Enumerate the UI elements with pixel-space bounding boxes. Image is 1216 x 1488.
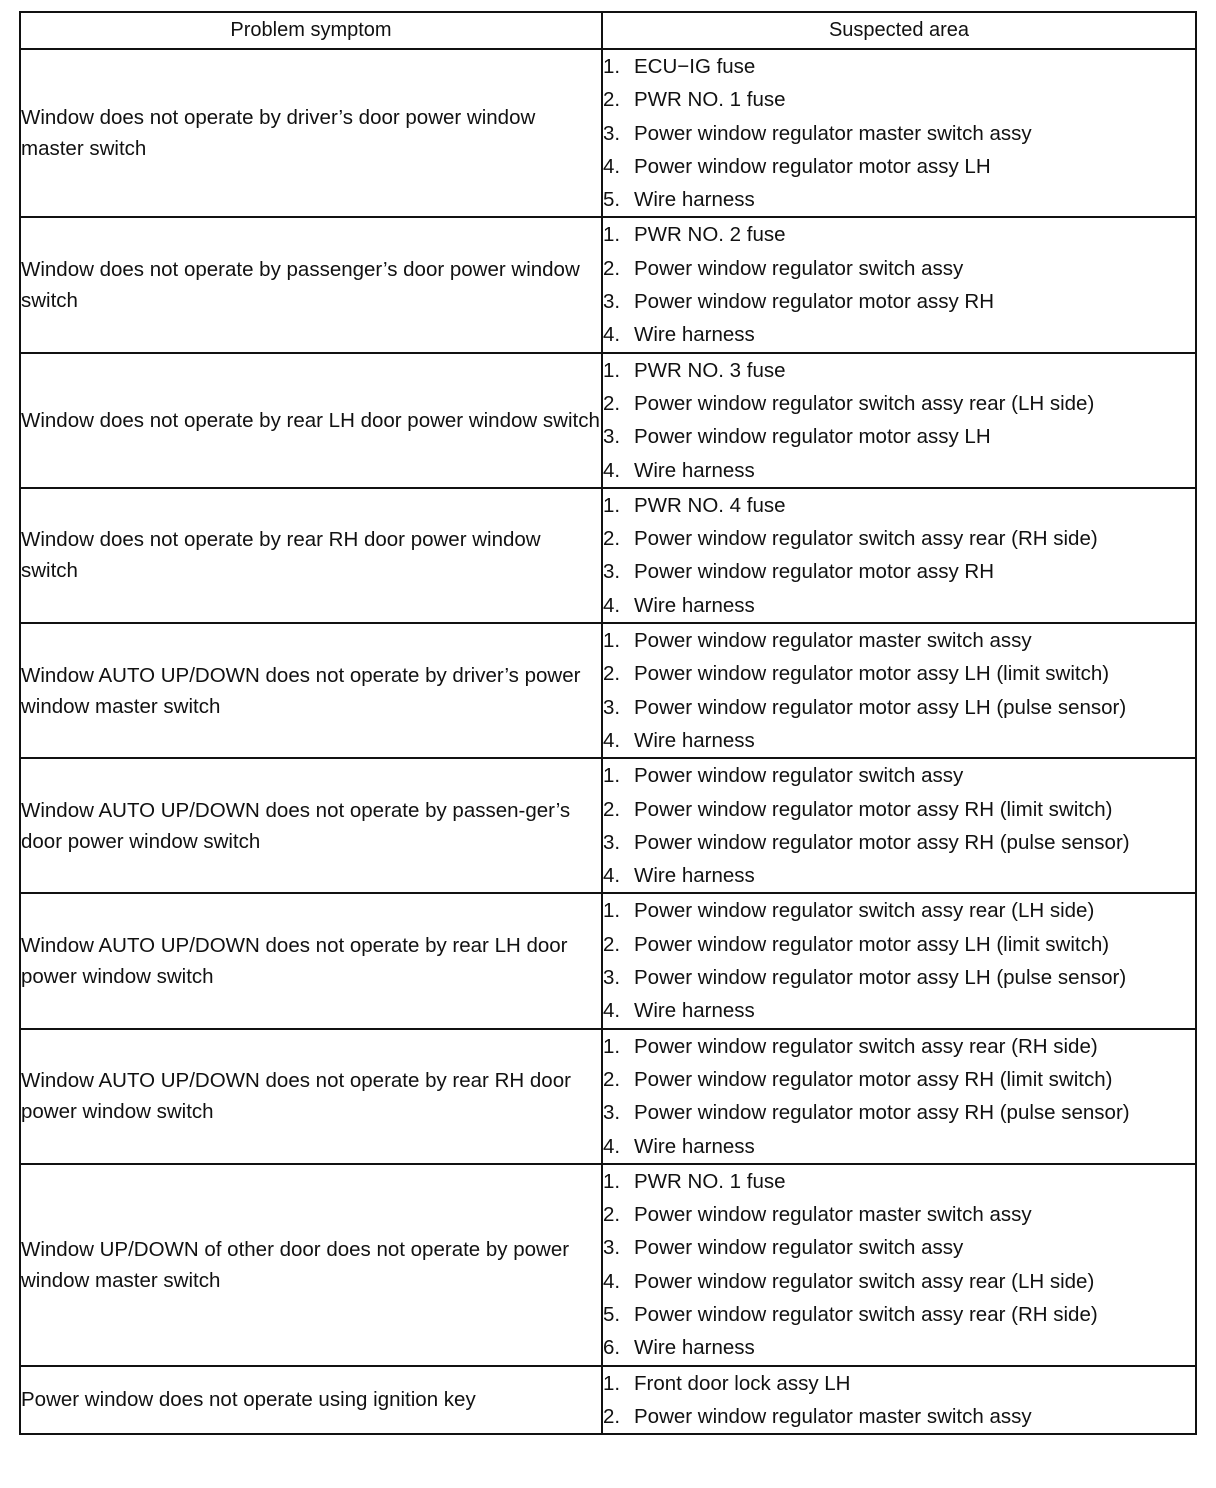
problem-symptom-cell: Window AUTO UP/DOWN does not operate by rear RH door power window switch xyxy=(20,1029,602,1164)
suspected-area-item xyxy=(603,1400,1195,1433)
item-text: Power window regulator motor assy RH xyxy=(634,560,995,584)
item-text: Power window regulator motor assy RH (pulse sensor) xyxy=(634,830,1130,854)
suspected-area-item xyxy=(603,489,1195,522)
item-number: 4. xyxy=(603,458,621,482)
suspected-area-item xyxy=(603,624,1195,657)
item-number: 4. xyxy=(603,864,621,888)
suspected-area-item xyxy=(603,285,1195,318)
item-number: 1. xyxy=(603,629,621,653)
problem-symptom-cell: Window AUTO UP/DOWN does not operate by passen-ger’s door power window switch xyxy=(20,758,602,893)
item-number: 2. xyxy=(603,662,621,686)
suspected-area-item xyxy=(603,1298,1195,1331)
suspected-area-list xyxy=(603,624,1195,757)
table-row xyxy=(20,1366,1196,1435)
suspected-area-item xyxy=(603,1231,1195,1264)
item-text: Power window regulator motor assy LH (pulse sensor) xyxy=(634,695,1127,719)
suspected-area-item xyxy=(603,252,1195,285)
item-text: Wire harness xyxy=(634,864,755,888)
item-number: 2. xyxy=(603,88,621,112)
suspected-area-item xyxy=(603,1367,1195,1400)
suspected-area-cell xyxy=(602,623,1196,758)
table-row xyxy=(20,1029,1196,1164)
suspected-area-item xyxy=(603,50,1195,83)
item-text: Power window regulator motor assy LH xyxy=(634,425,991,449)
item-text: PWR NO. 1 fuse xyxy=(634,1169,786,1193)
problem-symptom-cell: Window AUTO UP/DOWN does not operate by rear LH door power window switch xyxy=(20,893,602,1028)
item-text: Power window regulator motor assy RH (pulse sensor) xyxy=(634,1101,1130,1125)
table-header-row xyxy=(20,12,1196,49)
table-row xyxy=(20,217,1196,352)
item-text: Power window regulator motor assy LH xyxy=(634,154,991,178)
suspected-area-item xyxy=(603,1030,1195,1063)
suspected-area-item xyxy=(603,793,1195,826)
item-number: 3. xyxy=(603,966,621,990)
item-number: 1. xyxy=(603,358,621,382)
item-text: Wire harness xyxy=(634,728,755,752)
suspected-area-cell xyxy=(602,1366,1196,1435)
item-number: 4. xyxy=(603,999,621,1023)
item-number: 1. xyxy=(603,899,621,923)
item-number: 3. xyxy=(603,290,621,314)
item-text: Power window regulator master switch assy xyxy=(634,629,1032,653)
item-text: Wire harness xyxy=(634,593,755,617)
item-text: Wire harness xyxy=(634,188,755,212)
item-number: 3. xyxy=(603,830,621,854)
suspected-area-item xyxy=(603,183,1195,216)
item-text: Power window regulator motor assy LH (pulse sensor) xyxy=(634,966,1127,990)
suspected-area-item xyxy=(603,354,1195,387)
suspected-area-item xyxy=(603,859,1195,892)
item-number: 3. xyxy=(603,425,621,449)
item-number: 1. xyxy=(603,493,621,517)
item-number: 4. xyxy=(603,1269,621,1293)
item-number: 5. xyxy=(603,188,621,212)
item-text: Wire harness xyxy=(634,1134,755,1158)
item-number: 2. xyxy=(603,256,621,280)
suspected-area-cell xyxy=(602,758,1196,893)
item-number: 5. xyxy=(603,1302,621,1326)
item-text: Front door lock assy LH xyxy=(634,1371,851,1395)
suspected-area-item xyxy=(603,589,1195,622)
suspected-area-item xyxy=(603,1165,1195,1198)
suspected-area-item xyxy=(603,555,1195,588)
item-number: 1. xyxy=(603,1169,621,1193)
item-number: 6. xyxy=(603,1336,621,1360)
suspected-area-list xyxy=(603,218,1195,351)
suspected-area-item xyxy=(603,83,1195,116)
suspected-area-cell xyxy=(602,893,1196,1028)
suspected-area-cell xyxy=(602,217,1196,352)
suspected-area-item xyxy=(603,1331,1195,1364)
suspected-area-item xyxy=(603,894,1195,927)
table-row xyxy=(20,353,1196,488)
problem-symptom-cell: Power window does not operate using ignition key xyxy=(20,1366,602,1435)
item-text: Power window regulator master switch assy xyxy=(634,1404,1032,1428)
suspected-area-list xyxy=(603,759,1195,892)
suspected-area-item xyxy=(603,657,1195,690)
suspected-area-item xyxy=(603,724,1195,757)
table-row xyxy=(20,758,1196,893)
problem-symptom-cell: Window AUTO UP/DOWN does not operate by driver’s power window master switch xyxy=(20,623,602,758)
item-text: Power window regulator motor assy LH (limit switch) xyxy=(634,662,1110,686)
item-number: 2. xyxy=(603,1404,621,1428)
suspected-area-list xyxy=(603,1367,1195,1434)
table-body xyxy=(20,49,1196,1434)
suspected-area-item xyxy=(603,218,1195,251)
item-text: Power window regulator switch assy rear (LH side) xyxy=(634,899,1095,923)
item-number: 1. xyxy=(603,223,621,247)
item-number: 3. xyxy=(603,1236,621,1260)
item-text: Power window regulator switch assy xyxy=(634,764,964,788)
suspected-area-cell xyxy=(602,1029,1196,1164)
item-text: PWR NO. 2 fuse xyxy=(634,223,786,247)
table-row xyxy=(20,49,1196,217)
suspected-area-item xyxy=(603,826,1195,859)
suspected-area-list xyxy=(603,1165,1195,1365)
problem-symptom-cell: Window does not operate by driver’s door power window master switch xyxy=(20,49,602,217)
suspected-area-item xyxy=(603,117,1195,150)
suspected-area-item xyxy=(603,759,1195,792)
item-text: Power window regulator switch assy xyxy=(634,256,964,280)
item-number: 1. xyxy=(603,55,621,78)
problem-symptom-cell: Window does not operate by rear LH door power window switch xyxy=(20,353,602,488)
suspected-area-item xyxy=(603,387,1195,420)
item-number: 2. xyxy=(603,391,621,415)
item-text: PWR NO. 3 fuse xyxy=(634,358,786,382)
suspected-area-item xyxy=(603,1063,1195,1096)
item-text: Power window regulator switch assy rear (RH side) xyxy=(634,1302,1098,1326)
item-text: Wire harness xyxy=(634,458,755,482)
item-text: Power window regulator motor assy RH xyxy=(634,290,995,314)
suspected-area-cell xyxy=(602,353,1196,488)
item-text: Power window regulator master switch assy xyxy=(634,121,1032,145)
item-text: Power window regulator switch assy rear (RH side) xyxy=(634,527,1098,551)
item-text: ECU−IG fuse xyxy=(634,55,756,78)
header-suspected-area: Suspected area xyxy=(602,12,1196,49)
problem-symptom-cell: Window does not operate by passenger’s door power window switch xyxy=(20,217,602,352)
suspected-area-item xyxy=(603,1130,1195,1163)
suspected-area-item xyxy=(603,522,1195,555)
suspected-area-item xyxy=(603,1096,1195,1129)
table-row xyxy=(20,893,1196,1028)
item-number: 1. xyxy=(603,1371,621,1395)
table-row xyxy=(20,623,1196,758)
item-number: 4. xyxy=(603,154,621,178)
item-number: 2. xyxy=(603,797,621,821)
suspected-area-item xyxy=(603,454,1195,487)
item-number: 4. xyxy=(603,1134,621,1158)
suspected-area-cell xyxy=(602,1164,1196,1366)
item-number: 2. xyxy=(603,1203,621,1227)
suspected-area-list xyxy=(603,894,1195,1027)
suspected-area-item xyxy=(603,420,1195,453)
suspected-area-cell xyxy=(602,488,1196,623)
item-number: 1. xyxy=(603,764,621,788)
item-number: 4. xyxy=(603,323,621,347)
item-number: 2. xyxy=(603,932,621,956)
item-text: Power window regulator motor assy RH (limit switch) xyxy=(634,1067,1113,1091)
item-text: Wire harness xyxy=(634,1336,755,1360)
item-text: Power window regulator switch assy rear (LH side) xyxy=(634,391,1095,415)
item-number: 4. xyxy=(603,593,621,617)
item-text: Wire harness xyxy=(634,999,755,1023)
item-number: 4. xyxy=(603,728,621,752)
table-row xyxy=(20,488,1196,623)
suspected-area-list xyxy=(603,489,1195,622)
problem-symptom-cell: Window UP/DOWN of other door does not operate by power window master switch xyxy=(20,1164,602,1366)
suspected-area-item xyxy=(603,928,1195,961)
suspected-area-list xyxy=(603,50,1195,216)
item-number: 3. xyxy=(603,121,621,145)
item-text: Power window regulator switch assy rear (RH side) xyxy=(634,1034,1098,1058)
item-text: Power window regulator motor assy RH (limit switch) xyxy=(634,797,1113,821)
item-number: 2. xyxy=(603,1067,621,1091)
item-number: 3. xyxy=(603,560,621,584)
item-text: Power window regulator switch assy rear (LH side) xyxy=(634,1269,1095,1293)
suspected-area-item xyxy=(603,691,1195,724)
suspected-area-item xyxy=(603,150,1195,183)
suspected-area-list xyxy=(603,354,1195,487)
header-problem-symptom: Problem symptom xyxy=(20,12,602,49)
item-text: Power window regulator motor assy LH (limit switch) xyxy=(634,932,1110,956)
suspected-area-item xyxy=(603,1198,1195,1231)
item-number: 1. xyxy=(603,1034,621,1058)
suspected-area-item xyxy=(603,1265,1195,1298)
item-number: 3. xyxy=(603,1101,621,1125)
item-number: 2. xyxy=(603,527,621,551)
item-text: PWR NO. 1 fuse xyxy=(634,88,786,112)
troubleshooting-table xyxy=(19,11,1197,1435)
problem-symptom-cell: Window does not operate by rear RH door power window switch xyxy=(20,488,602,623)
item-text: Wire harness xyxy=(634,323,755,347)
item-text: Power window regulator switch assy xyxy=(634,1236,964,1260)
item-number: 3. xyxy=(603,695,621,719)
item-text: PWR NO. 4 fuse xyxy=(634,493,786,517)
suspected-area-cell xyxy=(602,49,1196,217)
table-row xyxy=(20,1164,1196,1366)
suspected-area-item xyxy=(603,318,1195,351)
item-text: Power window regulator master switch assy xyxy=(634,1203,1032,1227)
suspected-area-item xyxy=(603,994,1195,1027)
suspected-area-list xyxy=(603,1030,1195,1163)
suspected-area-item xyxy=(603,961,1195,994)
